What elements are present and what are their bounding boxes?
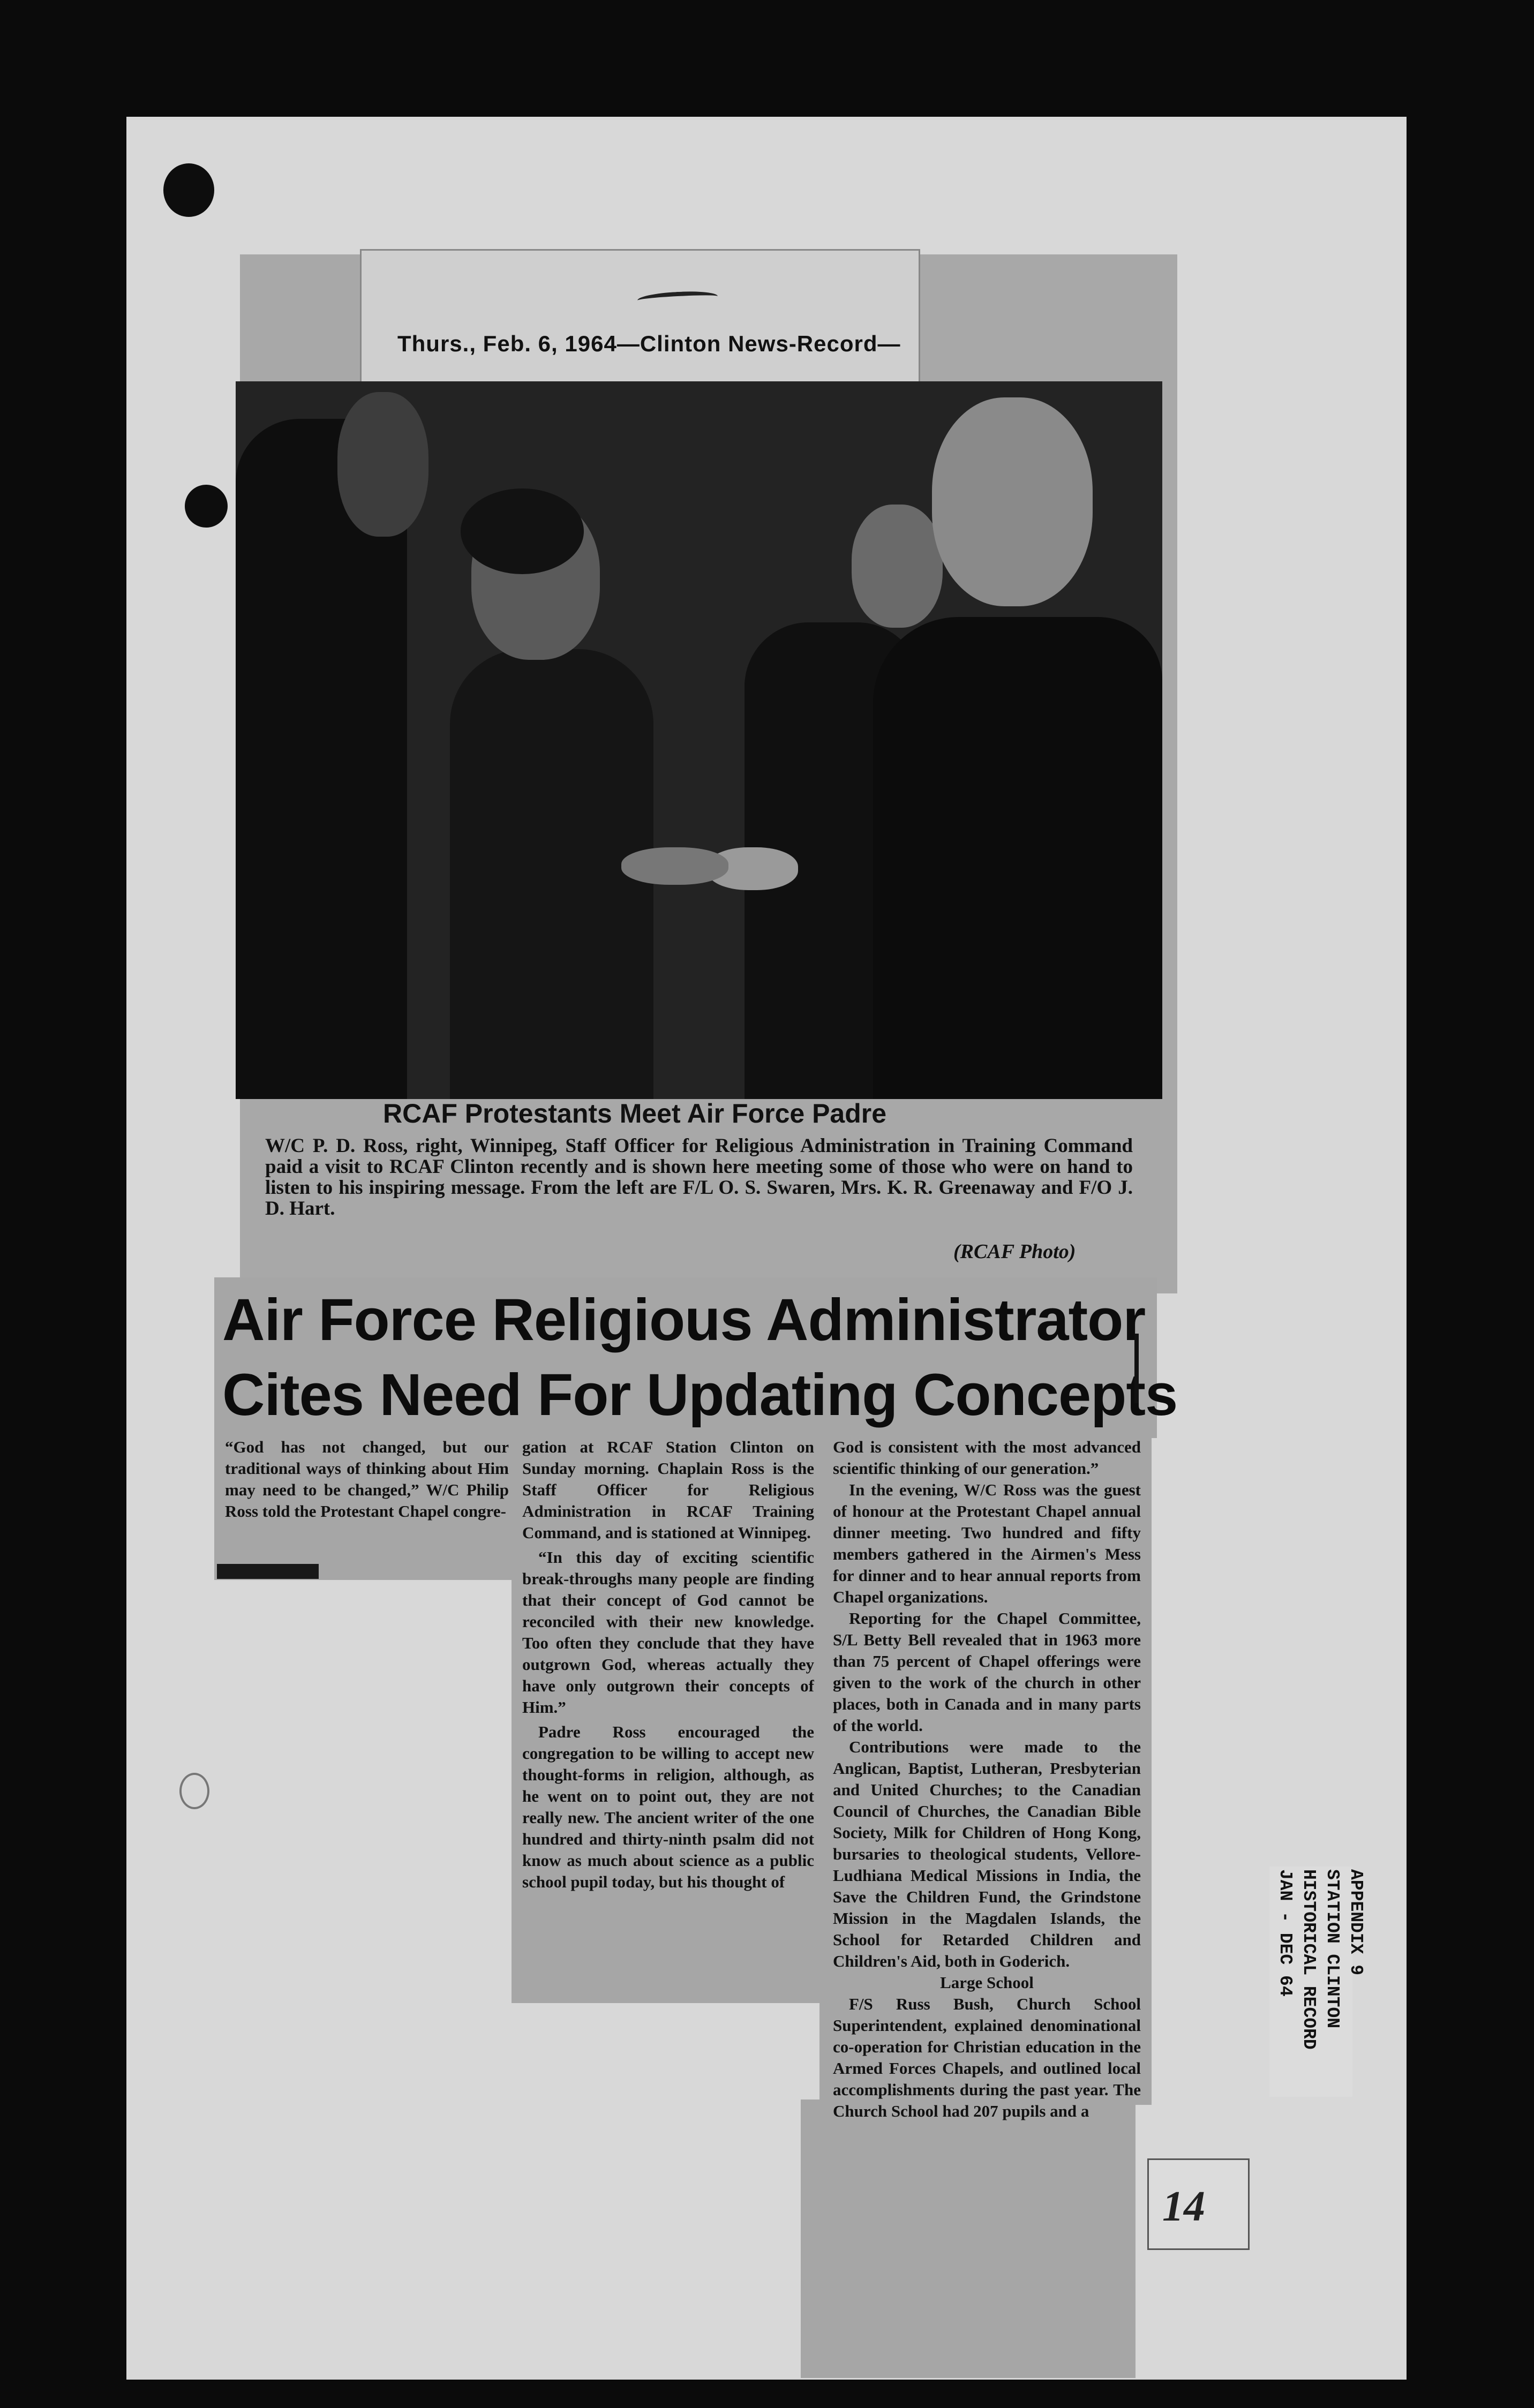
bracket-mark	[1125, 1334, 1139, 1403]
article-column-3	[833, 1436, 1141, 2374]
photo-caption: W/C P. D. Ross, right, Winnipeg, Staff Officer for Religious Administration in Training Command paid a visit to RCAF Clinton recently and is shown here meeting some of those who were on hand to listen to his inspiring message. From the left are F/L O. S. Swaren, Mrs. K. R. Greenaway and F/O J. D. Hart.	[265, 1135, 1133, 1220]
figure-woman	[450, 649, 653, 1099]
column-3-subhead: Large School	[940, 1973, 1034, 1992]
punch-hole	[163, 163, 214, 217]
column-break-bar	[217, 1564, 319, 1579]
page-number: 14	[1162, 2183, 1205, 2230]
headline-line-1: Air Force Religious Administrator	[222, 1287, 1146, 1353]
appendix-label-line-3: HISTORICAL RECORD	[1299, 1869, 1319, 2050]
appendix-label-line-4: JAN - DEC 64	[1275, 1869, 1295, 1997]
photo-title: RCAF Protestants Meet Air Force Padre	[383, 1098, 887, 1128]
column-3-para-3: Reporting for the Chapel Committee, S/L Betty Bell revealed that in 1963 more than 75 percent of Chapel offerings were given to the work of the church in other places, both in Canada and in many parts of the world.	[833, 1609, 1141, 1735]
face-padre	[932, 397, 1093, 606]
article-column-1: “God has not changed, but our traditional ways of thinking about Him may need to be changed,” W/C Philip Ross told the Protestant Chapel congre-	[225, 1438, 509, 1521]
news-photo	[236, 381, 1162, 1099]
headline-line-2: Cites Need For Updating Concepts	[222, 1362, 1178, 1428]
column-3-para-2: In the evening, W/C Ross was the guest of honour at the Protestant Chapel annual dinner meeting. Two hundred and fifty members gathered in the Airmen's Mess for dinner and to hear annual reports from Chapel organizations.	[833, 1480, 1141, 1606]
headline	[222, 1283, 1177, 1433]
face-left	[337, 392, 428, 537]
face-glasses	[852, 505, 943, 628]
column-3-para-5: F/S Russ Bush, Church School Superintendent, explained denominational co-operation for Christian education in the Armed Forces Chapels, and outlined local accomplishments during the past year. The Church School had 207 pupils and a	[833, 1995, 1141, 2120]
hair-woman	[461, 488, 584, 574]
column-2-para-2: “In this day of exciting scientific break-throughs many people are finding that their concept of God cannot be reconciled with their new knowledge. Too often they conclude that they have outgrown God, whereas actually they have only outgrown their concepts of Him.”	[522, 1548, 814, 1717]
photo-credit: (RCAF Photo)	[953, 1240, 1076, 1263]
column-2-para-1: gation at RCAF Station Clinton on Sunday morning. Chaplain Ross is the Staff Officer for Religious Administration in RCAF Training Command, and is stationed at Winnipeg.	[522, 1438, 814, 1542]
appendix-label-line-1: APPENDIX 9	[1346, 1869, 1366, 1976]
article-column-2	[522, 1436, 814, 1999]
column-3-para-1: God is consistent with the most advanced scientific thinking of our generation.”	[833, 1438, 1141, 1478]
dateline: Thurs., Feb. 6, 1964—Clinton News-Record—	[397, 331, 901, 356]
column-2-para-3: Padre Ross encouraged the congregation to be willing to accept new thought-forms in religion, although, as he went on to point out, they are not really new. The ancient writer of the one hundred and thirty-ninth psalm did not know as much about science as a public school pupil today, but his thought of	[522, 1722, 814, 1891]
punch-hole-ring	[179, 1773, 209, 1809]
appendix-label	[1273, 1869, 1367, 2050]
hand-woman	[621, 847, 728, 885]
figure-padre	[873, 617, 1162, 1099]
punch-hole	[185, 485, 228, 528]
appendix-label-line-2: STATION CLINTON	[1322, 1869, 1342, 2029]
dateline-strip	[360, 249, 920, 383]
column-3-para-4: Contributions were made to the Anglican, Baptist, Lutheran, Presbyterian and United Churches; to the Canadian Council of Churches, the Canadian Bible Society, Milk for Children of Hong Kong, bursaries to theological students, Vellore-Ludhiana Medical Missions in India, the Save the Children Fund, the Grindstone Mission in the Magdalen Islands, the School for Retarded Children and Children's Aid, both in Goderich.	[833, 1737, 1141, 1970]
